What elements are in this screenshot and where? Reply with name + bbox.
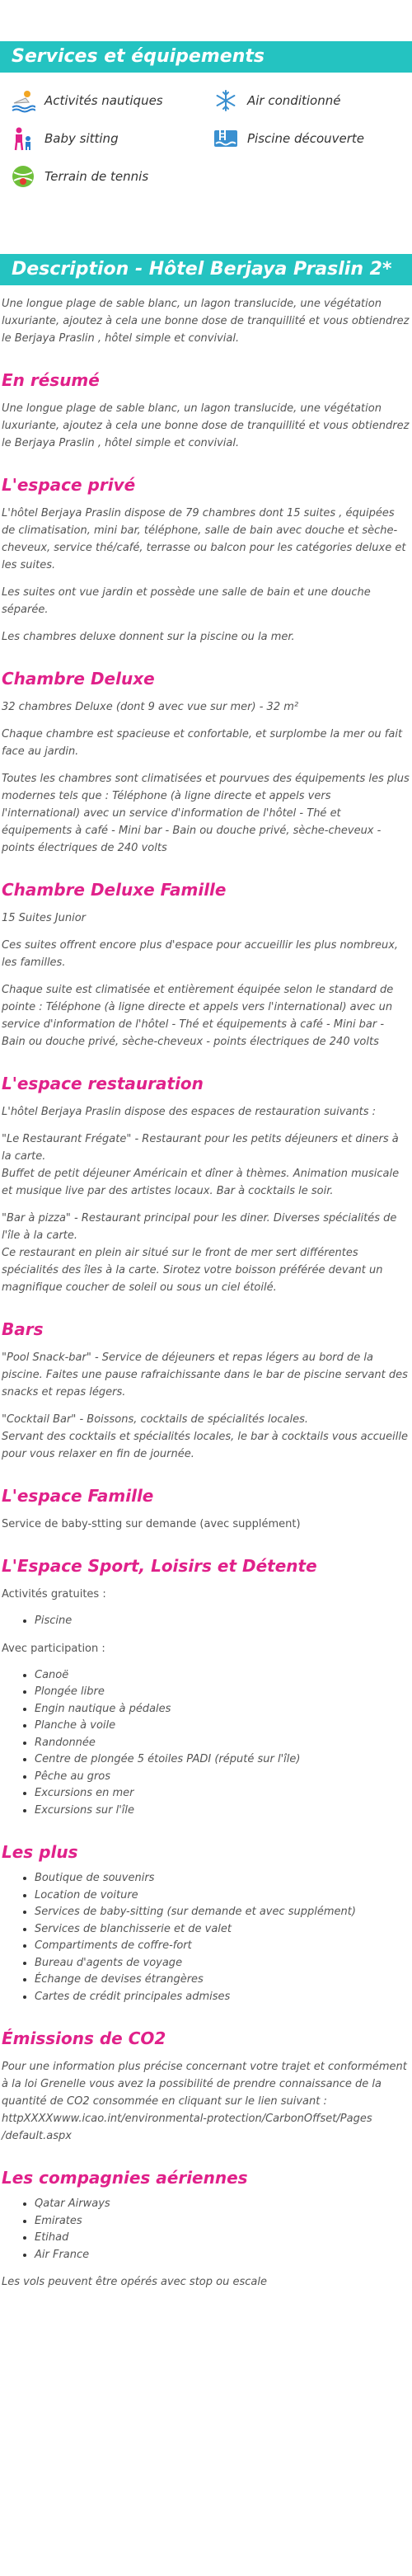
family-room-heading: Chambre Deluxe Famille <box>2 880 227 900</box>
list-item: • Plongée libre <box>35 1684 410 1701</box>
restaurant-fregate-detail: Buffet de petit déjeuner Américain et dîner à thèmes. Animation musicale et musique live par des artistes locaux. Bar à cocktails le soir. <box>2 1168 400 1197</box>
family-space-text: Service de baby-stting sur demande (avec supplément) <box>2 1518 301 1530</box>
intro-text: Une longue plage de sable blanc, un lagon translucide, une végétation luxuriante, ajoutez à cela une bonne dose de tranquillité et vous obtiendrez le Berjaya Praslin , hôtel simple et convivial. <box>2 298 410 345</box>
tennis-court-icon <box>10 163 36 190</box>
airlines-heading: Les compagnies aériennes <box>2 2168 248 2188</box>
family-room-text: Ces suites offrent encore plus d'espace pour accueillir les plus nombreux, les familles. <box>2 939 399 969</box>
facility-water-sports <box>10 87 199 114</box>
restaurant-fregate-line: "Le Restaurant Frégate" - Restaurant pour les petits déjeuners et diners à la carte. <box>2 1133 399 1163</box>
list-item: • Services de baby-sitting (sur demande et avec supplément) <box>35 1904 410 1921</box>
facility-label: Air conditionné <box>247 93 341 108</box>
description-title: Description - Hôtel Berjaya Praslin 2* <box>0 254 412 285</box>
summary-heading: En résumé <box>2 370 100 390</box>
facility-pool <box>213 125 402 152</box>
list-item: • Planche à voile <box>35 1718 410 1735</box>
deluxe-room-text: Toutes les chambres sont climatisées et pourvues des équipements les plus modernes tels que : Téléphone (à ligne directe et appels vers l'international) avec un service d'information de l'hôtel - Thé et équipements à café - Mini bar - Bain ou douche privé, sèche-cheveux - points électriques de 240 volts <box>2 773 410 854</box>
water-sports-icon <box>10 87 36 114</box>
facility-label: Piscine découverte <box>247 131 365 146</box>
list-item: • Etihad <box>35 2230 410 2247</box>
description-content <box>0 295 412 2291</box>
pizza-bar-detail: Ce restaurant en plein air situé sur le front de mer sert différentes spécialités des îles à la carte. Sirotez votre boisson préférée devant un magnifique coucher de soleil ou sous un ciel étoilé. <box>2 1247 383 1294</box>
list-item: • Qatar Airways <box>35 2196 410 2213</box>
list-item: • Centre de plongée 5 étoiles PADI (réputé sur l'île) <box>35 1751 410 1769</box>
list-item: • Cartes de crédit principales admises <box>35 1989 410 2006</box>
restaurant-text: L'hôtel Berjaya Praslin dispose des espaces de restauration suivants : <box>2 1106 376 1118</box>
services-title: Services et équipements <box>0 41 412 73</box>
page <box>0 41 412 2291</box>
snowflake-icon <box>213 87 239 114</box>
list-item: • Bureau d'agents de voyage <box>35 1955 410 1972</box>
co2-heading: Émissions de CO2 <box>2 2028 166 2048</box>
list-item: • Randonnée <box>35 1735 410 1752</box>
list-item: • Engin nautique à pédales <box>35 1701 410 1718</box>
airlines-note: Les vols peuvent être opérés avec stop ou escale <box>2 2276 267 2288</box>
cocktail-bar-line: "Cocktail Bar" - Boissons, cocktails de spécialités locales. <box>2 1413 309 1426</box>
list-item: • Canoë <box>35 1667 410 1685</box>
paid-activities-label: Avec participation : <box>2 1642 105 1655</box>
list-item: • Piscine <box>35 1613 410 1630</box>
summary-text: Une longue plage de sable blanc, un lagon translucide, une végétation luxuriante, ajoutez à cela une bonne dose de tranquillité et vous obtiendrez le Berjaya Praslin , hôtel simple et convivial. <box>2 402 410 449</box>
private-space-heading: L'espace privé <box>2 475 136 495</box>
restaurant-heading: L'espace restauration <box>2 1074 204 1093</box>
deluxe-room-heading: Chambre Deluxe <box>2 669 155 689</box>
extras-list <box>2 1870 410 2005</box>
list-item: • Location de voiture <box>35 1887 410 1905</box>
list-item: • Excursions en mer <box>35 1785 410 1803</box>
list-item: • Services de blanchisserie et de valet <box>35 1921 410 1939</box>
extras-heading: Les plus <box>2 1842 78 1862</box>
list-item: • Air France <box>35 2247 410 2264</box>
facility-label: Terrain de tennis <box>44 169 149 184</box>
facility-tennis <box>10 163 199 190</box>
free-activities-label: Activités gratuites : <box>2 1588 106 1601</box>
facility-label: Activités nautiques <box>44 93 163 108</box>
private-space-text: Les chambres deluxe donnent sur la piscine ou la mer. <box>2 631 295 643</box>
facilities-grid <box>0 73 412 196</box>
family-room-text: Chaque suite est climatisée et entièrement équipée selon le standard de pointe : Téléphone (à ligne directe et appels vers l'international) avec un service d'information de l'hôtel - Thé et équipements à café - Mini bar - Bain ou douche privé, sèche-cheveux - points électriques de 240 volts <box>2 984 394 1048</box>
facility-baby-sitting <box>10 125 199 152</box>
deluxe-room-text: Chaque chambre est spacieuse et confortable, et surplombe la mer ou fait face au jardin. <box>2 728 403 758</box>
list-item: • Compartiments de coffre-fort <box>35 1938 410 1955</box>
baby-sitting-icon <box>10 125 36 152</box>
private-space-text: L'hôtel Berjaya Praslin dispose de 79 chambres dont 15 suites , équipées de climatisation, mini bar, téléphone, salle de bain avec douche et sèche-cheveux, service thé/café, terrasse ou balcon pour les catégories deluxe et les suites. <box>2 507 406 571</box>
cocktail-bar-text <box>2 1411 410 1463</box>
family-space-heading: L'espace Famille <box>2 1486 154 1506</box>
list-item: • Pêche au gros <box>35 1769 410 1786</box>
swimming-pool-icon <box>213 125 239 152</box>
family-room-text: 15 Suites Junior <box>2 912 87 924</box>
restaurant-fregate-text <box>2 1131 410 1200</box>
pizza-bar-text <box>2 1210 410 1296</box>
cocktail-bar-detail: Servant des cocktails et spécialités locales, le bar à cocktails vous accueille pour vous relaxer en fin de journée. <box>2 1431 409 1460</box>
private-space-text: Les suites ont vue jardin et possède une salle de bain et une douche séparée. <box>2 586 371 616</box>
airlines-list <box>2 2196 410 2263</box>
list-item: • Boutique de souvenirs <box>35 1870 410 1887</box>
paid-activities-list <box>2 1667 410 1820</box>
free-activities-list <box>2 1613 410 1630</box>
co2-text: Pour une information plus précise concernant votre trajet et conformément à la loi Grenelle vous avez la possibilité de prendre connaissance de la quantité de CO2 consommée en cliquant sur le lien suivant : httpXXXXwww.icao.int/environmental-protection/CarbonOffset/Pages /default.aspx <box>2 2061 407 2142</box>
pool-snack-bar-text: "Pool Snack-bar" - Service de déjeuners et repas légers au bord de la piscine. Faites une pause rafraichissante dans le bar de piscine servant des snacks et repas légers. <box>2 1351 408 1398</box>
bars-heading: Bars <box>2 1319 44 1339</box>
list-item: • Emirates <box>35 2213 410 2230</box>
list-item: • Échange de devises étrangères <box>35 1972 410 1989</box>
facility-label: Baby sitting <box>44 131 119 146</box>
sport-heading: L'Espace Sport, Loisirs et Détente <box>2 1556 317 1576</box>
list-item: • Excursions sur l'île <box>35 1803 410 1820</box>
facility-air-conditioning <box>213 87 402 114</box>
deluxe-room-text: 32 chambres Deluxe (dont 9 avec vue sur mer) - 32 m² <box>2 701 299 713</box>
pizza-bar-line: "Bar à pizza" - Restaurant principal pour les diner. Diverses spécialités de l'île à la carte. <box>2 1212 397 1242</box>
